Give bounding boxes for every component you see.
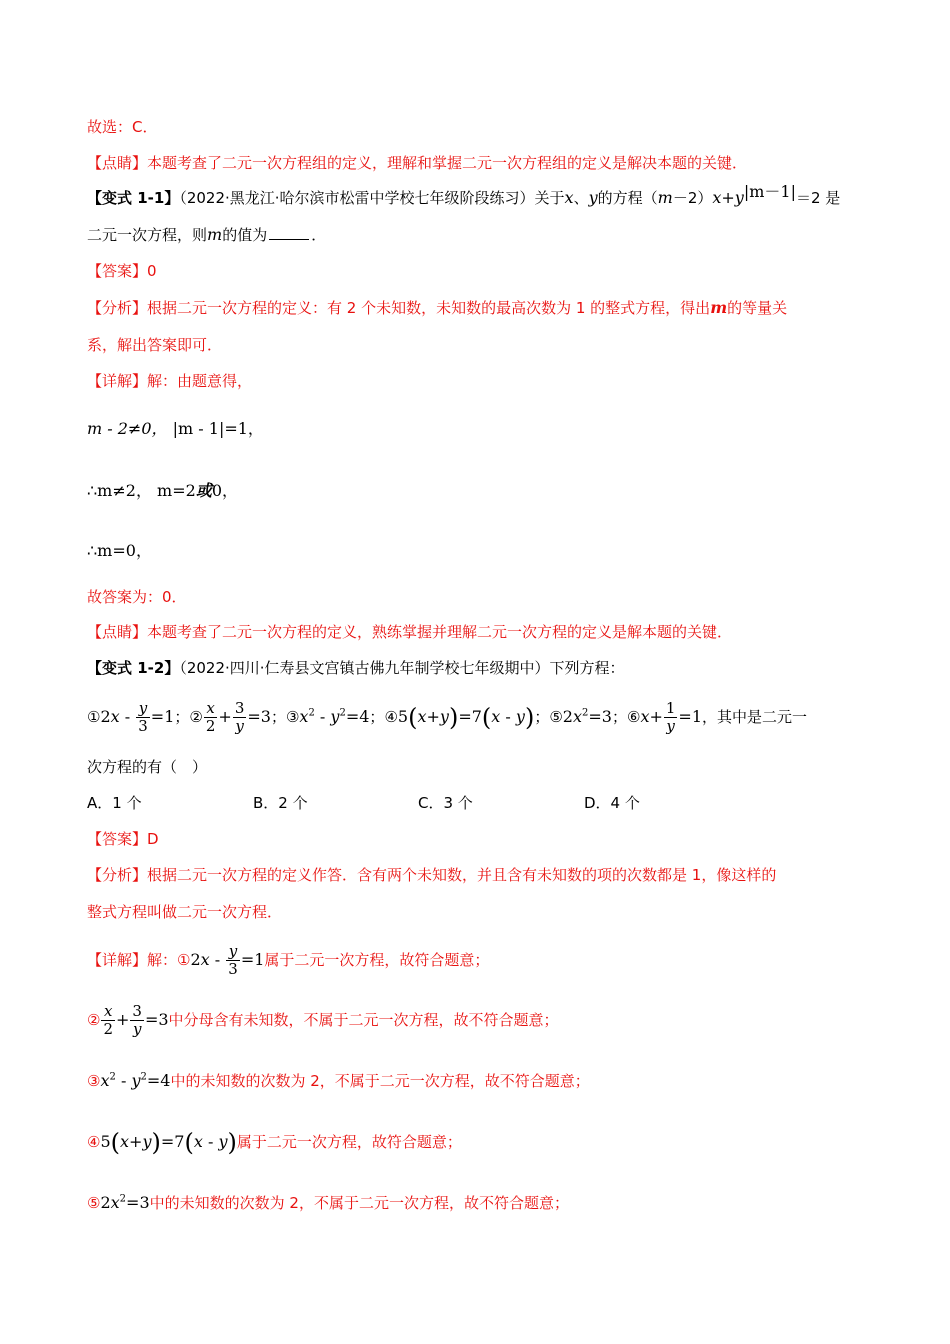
circle-2: ② (189, 708, 203, 726)
var-m: m (657, 188, 673, 207)
equation-m-neq-2: m - 2≠0， (87, 419, 168, 438)
variant-1-2-question (87, 657, 890, 679)
v12-analysis (87, 864, 890, 886)
semicolon: ； (611, 708, 627, 726)
detail-5-tail: 中的未知数的次数为 2，不属于二元一次方程，故不符合题意； (149, 1194, 569, 1212)
detail-3-tail: 中的未知数的次数为 2，不属于二元一次方程，故不符合题意； (170, 1072, 590, 1090)
analysis-text-2: 的等量关 (727, 299, 788, 317)
circle-3: ③ (87, 1072, 101, 1090)
detail-1-tail: 属于二元一次方程，故符合题意； (264, 951, 490, 969)
detail-tag: 【详解】 (87, 951, 148, 969)
option-d[interactable]: D．4 个 (584, 794, 640, 812)
variant-source: （2022·四川·仁寿县文宫镇古佛九年制学校七年级期中）下列方程： (179, 659, 625, 677)
analysis-text-1: 根据二元一次方程的定义作答．含有两个未知数，并且含有未知数的项的次数都是 1，像这样的 (147, 866, 777, 884)
semicolon: ； (174, 708, 190, 726)
m-equals-2: m=2 (157, 481, 196, 500)
equation-list: ①2x - $\frac{y}{3}$ =1；② $\frac{x}{2}$ + $\frac{3}{y}$ =3；$③x^2 - y^2=4$；④5(x+y)=7(x - y)；$⑤2x^2=3$；⑥x+ $\frac{1}{y}$ =1，其中是二元一 (87, 699, 808, 735)
zero: 0， (211, 481, 239, 500)
v12-detail-4: ④5(x+y)=7(x - y)属于二元一次方程，故符合题意； (87, 1128, 462, 1157)
dianjing-text: 本题考查了二元一次方程组的定义，理解和掌握二元一次方程组的定义是解决本题的关键． (147, 154, 748, 172)
option-a[interactable]: A．1 个 (87, 794, 142, 812)
v11-answer (87, 260, 890, 282)
period: ． (311, 226, 327, 244)
circle-4: ④ (87, 1133, 101, 1151)
answer-blank (269, 225, 309, 240)
equation-abs: |m - 1|=1， (172, 419, 264, 438)
answer-value: 0 (147, 262, 157, 280)
fraction-3-over-y: $\frac{3}{y}$ (132, 1002, 142, 1038)
answer-value: D (147, 830, 159, 848)
v11-analysis-line2: 系，解出答案即可． (87, 336, 223, 354)
answer-tag: 【答案】 (87, 830, 148, 848)
analysis-tag: 【分析】 (87, 866, 148, 884)
var-x: x (564, 188, 574, 207)
exponent: |m－1| (743, 182, 796, 201)
v11-equation-1 (87, 418, 890, 440)
p1-conclusion: 故选：C． (87, 118, 158, 136)
v11-equation-2 (87, 480, 890, 502)
detail-text: 解：① (147, 951, 191, 969)
dianjing-tag: 【点睛】 (87, 154, 148, 172)
circle-4: ④ (384, 708, 398, 726)
options-row (87, 792, 890, 814)
fraction-y-over-3: $\frac{y}{3}$ (228, 942, 238, 978)
circle-1: ① (87, 708, 101, 726)
therefore-m-neq-2: ∴m≠2， (87, 481, 152, 500)
v12-detail-1: 【详解】解：①2x - $\frac{y}{3}$ =1属于二元一次方程，故符合题意； (87, 942, 490, 978)
var-y: y (588, 188, 598, 207)
variant-tag: 【变式 1-1】 (87, 189, 180, 207)
analysis-tag: 【分析】 (87, 299, 148, 317)
option-b[interactable]: B．2 个 (253, 794, 308, 812)
variant-1-2-question-line2: 次方程的有（ ） (87, 758, 208, 776)
detail-text: 解：由题意得， (147, 372, 253, 390)
analysis-text-1: 根据二元一次方程的定义：有 2 个未知数，未知数的最高次数为 1 的整式方程，得出 (147, 299, 711, 317)
variant-1-1-question (87, 182, 890, 209)
circle-6: ⑥ (626, 708, 641, 726)
fraction-1-over-y: $\frac{1}{y}$ (665, 699, 676, 735)
v12-detail-2: ② $\frac{x}{2}$ + $\frac{3}{y}$ =3中分母含有未知数，不属于二元一次方程，故不符合题意； (87, 1002, 559, 1038)
fraction-y-over-3: $\frac{y}{3}$ (138, 699, 148, 735)
v11-dianjing (87, 621, 890, 643)
semicolon: ； (534, 708, 550, 726)
v12-answer (87, 828, 890, 850)
dianjing-tag: 【点睛】 (87, 623, 148, 641)
circle-3: ③ (285, 708, 300, 726)
or-word: 或 (195, 481, 212, 500)
semicolon: ； (270, 708, 286, 726)
fraction-3-over-y: $\frac{3}{y}$ (234, 699, 245, 735)
option-c[interactable]: C．3 个 (418, 794, 473, 812)
var-m: m (207, 225, 223, 244)
question-tail: ，其中是二元一 (702, 708, 808, 726)
v11-detail (87, 370, 890, 392)
v12-detail-5: $⑤2x^2=3$中的未知数的次数为 2，不属于二元一次方程，故不符合题意； (87, 1193, 569, 1212)
question-line2-b: 的值为 (222, 226, 268, 244)
v11-analysis (87, 297, 890, 319)
circle-5: ⑤ (87, 1194, 101, 1212)
answer-tag: 【答案】 (87, 262, 148, 280)
var-m: m (710, 298, 728, 317)
question-line2-a: 二元一次方程，则 (87, 226, 208, 244)
fraction-x-over-2: $\frac{x}{2}$ (205, 699, 216, 735)
v12-detail-3: $③x^2 - y^2=4$中的未知数的次数为 2，不属于二元一次方程，故不符合题意； (87, 1071, 590, 1090)
equals-two: ＝2 是 (795, 189, 841, 207)
detail-4-tail: 属于二元一次方程，故符合题意； (236, 1133, 462, 1151)
variant-source: （2022·黑龙江·哈尔滨市松雷中学校七年级阶段练习）关于 (179, 189, 565, 207)
detail-2-tail: 中分母含有未知数，不属于二元一次方程，故不符合题意； (168, 1011, 559, 1029)
v12-analysis-line2: 整式方程叫做二元一次方程． (87, 903, 283, 921)
circle-5: ⑤ (549, 708, 563, 726)
detail-tag: 【详解】 (87, 372, 148, 390)
question-mid: 的方程（ (597, 189, 658, 207)
dianjing-text: 本题考查了二元一次方程的定义，熟练掌握并理解二元一次方程的定义是解本题的关键． (147, 623, 733, 641)
x-plus-y: x+y (712, 188, 744, 207)
variant-1-1-question-line2 (87, 224, 890, 246)
circle-2: ② (87, 1011, 101, 1029)
v11-conclusion: 故答案为：0． (87, 588, 187, 606)
separator: 、 (573, 189, 589, 207)
minus-two: －2） (672, 189, 713, 207)
semicolon: ； (369, 708, 385, 726)
p1-dianjing (87, 152, 890, 174)
fraction-x-over-2: $\frac{x}{2}$ (103, 1002, 113, 1038)
variant-tag: 【变式 1-2】 (87, 659, 180, 677)
v11-equation-3: ∴m=0， (87, 541, 152, 560)
